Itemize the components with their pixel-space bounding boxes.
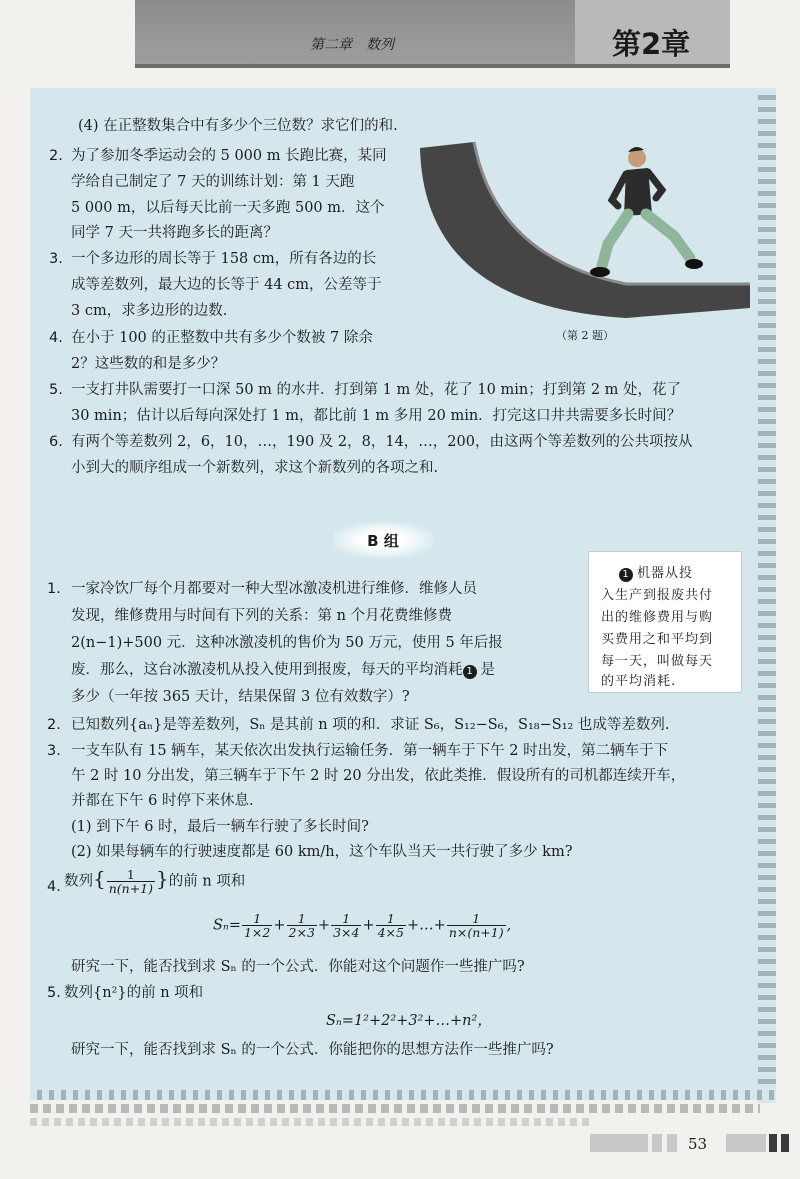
problem-6-line: 有两个等差数列 2，6，10，…，190 及 2，8，14，…，200，由这两个等差数列的公共项按从 (71, 434, 693, 450)
note-line: 出的维修费用与购 (601, 610, 714, 625)
problem-5-line: 30 min；估计以后每向深处打 1 m，都比前 1 m 多用 20 min．打完这口井共需要多长时间？ (71, 408, 682, 424)
problem-2-line: 为了参加冬季运动会的 5 000 m 长跑比赛，某同 (71, 148, 387, 164)
b-problem-3-part: (1) 到下午 6 时，最后一辆车行驶了多长时间? (71, 819, 369, 835)
b-problem-3-part: (2) 如果每辆车的行驶速度都是 60 km/h，这个车队当天一共行驶了多少 km? (71, 844, 573, 860)
decor-stripe-light (30, 1118, 590, 1126)
b-problem-1-line: 废．那么，这台冰激凌机从投入使用到报废，每天的平均消耗 1 是 (71, 662, 495, 678)
b-problem-1-line: 2(n−1)+500 元．这种冰激凌机的售价为 50 万元，使用 5 年后报 (71, 635, 503, 651)
problem-number: 3. (47, 743, 61, 759)
panel-edge-bottom (30, 1090, 776, 1100)
b-problem-3-line: 一支车队有 15 辆车，某天依次出发执行运输任务．第一辆车于下午 2 时出发，第二辆车于下 (71, 743, 669, 759)
problem-1-part-4: (4) 在正整数集合中有多少个三位数？求它们的和. (78, 118, 398, 134)
note-line: 1 机器从投 (619, 562, 693, 582)
footnote-marker-icon: 1 (619, 568, 633, 582)
problem-2-line: 同学 7 天一共将跑多长的距离？ (71, 225, 278, 241)
b-problem-1-line: 发现，维修费用与时间有下列的关系：第 n 个月花费维修费 (71, 608, 453, 624)
problem-number: 6. (49, 434, 63, 450)
problem-number: 2. (47, 717, 61, 733)
page-number: 53 (688, 1135, 708, 1153)
b-group-heading: B 组 (333, 522, 433, 558)
note-line: 买费用之和平均到 (601, 632, 714, 647)
runner-figure (590, 147, 703, 277)
b-problem-4-question: 研究一下，能否找到求 Sₙ 的一个公式．你能对这个问题作一些推广吗? (71, 959, 525, 975)
problem-number: 4. (47, 879, 61, 895)
problem-4-line: 2？这些数的和是多少？ (71, 356, 226, 372)
b-problem-5-question: 研究一下，能否找到求 Sₙ 的一个公式．你能把你的思想方法作一些推广吗? (71, 1042, 554, 1058)
footer-bar (726, 1134, 766, 1152)
footer-bar (667, 1134, 677, 1152)
footer-bar (781, 1134, 789, 1152)
problem-3-line: 一个多边形的周长等于 158 cm，所有各边的长 (71, 251, 377, 267)
note-line: 每一天，叫做每天 (601, 654, 714, 669)
problem-3-line: 成等差数列，最大边的长等于 44 cm，公差等于 (71, 277, 382, 293)
footer-bar (590, 1134, 648, 1152)
problem-2-line: 学给自己制定了 7 天的训练计划：第 1 天跑 (71, 174, 355, 190)
footer-bar (652, 1134, 662, 1152)
b-problem-5-intro: 数列{n²}的前 n 项和 (64, 985, 204, 1001)
b-problem-1-line: 一家冷饮厂每个月都要对一种大型冰激凌机进行维修．维修人员 (71, 581, 477, 597)
decor-stripe (30, 1104, 760, 1113)
b-problem-5-formula: Sₙ=1²+2²+3²+…+n²， (326, 1013, 492, 1029)
b-problem-1-line: 多少（一年按 365 天计，结果保留 3 位有效数字）? (71, 689, 410, 705)
note-line: 入生产到报废共付 (601, 588, 714, 603)
b-problem-4-formula: Sₙ= $\frac{1}{1\times 2}$ + $\frac{1}{2\times 3}$ + $\frac{1}{3\times 4}$ + $\frac{1}{4\times 5}$ +…+ $\frac{1}{n\times(n+1)}$ , (213, 911, 512, 940)
problem-number: 5. (47, 985, 61, 1001)
b-problem-4-intro: 数列{ $\frac{1}{n(n+1)}$ }的前 n 项和 (64, 866, 246, 896)
runner-illustration (412, 140, 757, 322)
problem-5-line: 一支打井队需要打一口深 50 m 的水井．打到第 1 m 处，花了 10 min；打到第 2 m 处，花了 (71, 382, 682, 398)
problem-number: 4. (49, 330, 63, 346)
problem-4-line: 在小于 100 的正整数中共有多少个数被 7 除余 (71, 330, 373, 346)
general-term-fraction: $\frac{1}{n(n+1)}$ (108, 867, 154, 896)
problem-number: 1. (47, 581, 61, 597)
problem-6-line: 小到大的顺序组成一个新数列，求这个新数列的各项之和. (71, 460, 439, 476)
section-title: 第二章 数列 (310, 37, 394, 53)
panel-edge-right (758, 88, 776, 1103)
problem-3-line: 3 cm，求多边形的边数. (71, 303, 228, 319)
margin-note (588, 551, 742, 693)
problem-number: 3. (49, 251, 63, 267)
b-problem-3-line: 午 2 时 10 分出发，第三辆车于下午 2 时 20 分出发，依此类推．假设所有的司机都连续开车， (71, 768, 686, 784)
problem-number: 2. (49, 148, 63, 164)
figure-caption: （第 2 题） (556, 329, 614, 342)
problem-2-line: 5 000 m，以后每天比前一天多跑 500 m．这个 (71, 200, 385, 216)
chapter-title: 第2章 (612, 27, 691, 61)
problem-number: 5. (49, 382, 63, 398)
footnote-marker-icon: 1 (463, 665, 477, 679)
footer-bar (769, 1134, 777, 1152)
b-problem-2-line: 已知数列{aₙ}是等差数列，Sₙ 是其前 n 项的和．求证 S₆，S₁₂−S₆，S₁₈−S₁₂ 也成等差数列. (71, 717, 670, 733)
b-problem-3-line: 并都在下午 6 时停下来休息. (71, 793, 254, 809)
note-line: 的平均消耗. (601, 674, 677, 689)
